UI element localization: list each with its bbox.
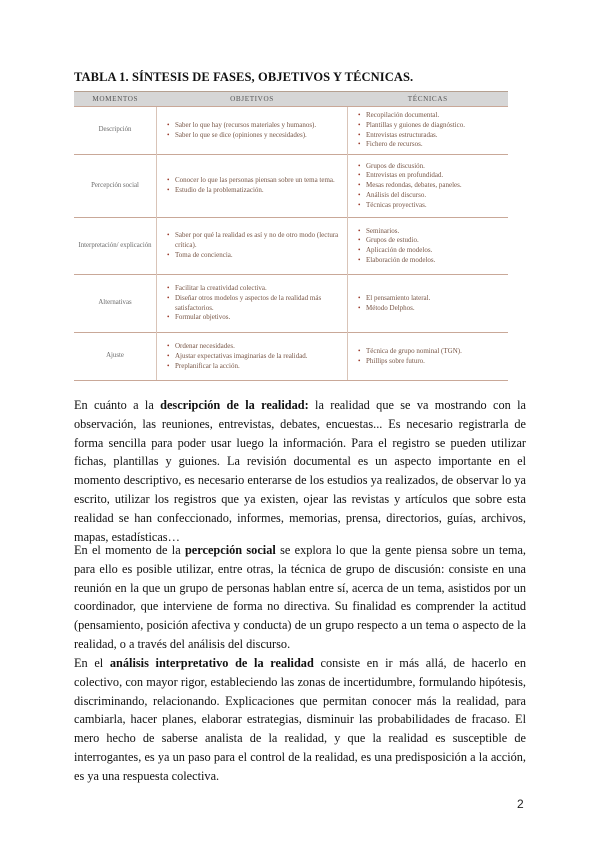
paragraph-body: se explora lo que la gente piensa sobre un tema, para ello es posible utilizar, entre otras, la técnica de grupo de discusión: consiste en una reunión en la que un grupo de personas hablan entre sí, acerca de un tema, asistidos por un coordinador, que interviene de forma no directiva. Su finalidad es comprender la actitud (pensamiento, posición afectiva y conducta) de un grupo respecto a un tema o aspecto de la realidad, o a través del análisis del discurso.	[74, 543, 526, 651]
paragraph-body: consiste en ir más allá, de hacerlo en colectivo, con mayor rigor, estableciendo las zonas de incertidumbre, formulando hipótesis, discriminando, relacionando. Explicaciones que permitan conocer más la realidad, para cambiarla, hacer planes, elaborar estrategias, disminuir las probabilidades de fracaso. El mero hecho de saberse analista de la realidad, y que la realidad es susceptible de interrogantes, es ya un paso para el control de la realidad, es una predisposición a la acción, es ya una respuesta colectiva.	[74, 656, 527, 783]
paragraph-analisis	[74, 654, 526, 786]
list-item: • Facilitar la creatividad colectiva.	[167, 284, 343, 294]
list-item: • Técnicas proyectivas.	[358, 201, 504, 211]
list-item: • Conocer lo que las personas piensan sobre un tema tema.	[167, 176, 343, 186]
list-item: • Elaboración de modelos.	[358, 256, 504, 266]
paragraph-keyword: percepción social	[184, 543, 276, 557]
list-item: • Saber lo que hay (recursos materiales y humanos).	[167, 121, 343, 131]
moment-cell: Interpretación/ explicación	[74, 218, 157, 275]
list-item: • Método Delphos.	[358, 304, 504, 314]
paragraph-keyword: análisis interpretativo de la realidad	[109, 656, 314, 670]
objectives-list	[157, 117, 347, 145]
techniques-list	[348, 343, 508, 371]
table-row	[74, 107, 508, 155]
list-item: • Aplicación de modelos.	[358, 246, 504, 256]
table-row	[74, 333, 508, 381]
objectives-list	[157, 172, 347, 200]
list-item: • Toma de conciencia.	[167, 251, 343, 261]
list-item: • Plantillas y guiones de diagnóstico.	[358, 121, 504, 131]
list-item: • Análisis del discurso.	[358, 191, 504, 201]
list-item: • Grupos de discusión.	[358, 162, 504, 172]
moment-cell: Ajuste	[74, 333, 157, 381]
techniques-list	[348, 107, 508, 154]
paragraph-percepcion	[74, 541, 526, 654]
list-item: • Fichero de recursos.	[358, 140, 504, 150]
table-header-row	[74, 92, 508, 107]
paragraph-lead: En el	[74, 656, 110, 670]
list-item: • Seminarios.	[358, 227, 504, 237]
list-item: • Ordenar necesidades.	[167, 342, 343, 352]
list-item: • Saber lo que se dice (opiniones y necesidades).	[167, 131, 343, 141]
moment-cell: Descripción	[74, 107, 157, 155]
table-row	[74, 275, 508, 333]
list-item: • Técnica de grupo nominal (TGN).	[358, 347, 504, 357]
header-momentos: MOMENTOS	[74, 92, 157, 107]
header-tecnicas: TÉCNICAS	[348, 92, 509, 107]
techniques-list	[348, 158, 508, 215]
list-item: • Phillips sobre futuro.	[358, 357, 504, 367]
list-item: • Ajustar expectativas imaginarias de la realidad.	[167, 352, 343, 362]
list-item: • Entrevistas estructuradas.	[358, 131, 504, 141]
synthesis-table	[74, 91, 508, 381]
page-number: 2	[517, 797, 524, 811]
paragraph-lead: En cuánto a la	[74, 398, 161, 412]
objectives-list	[157, 227, 347, 264]
table-row	[74, 218, 508, 275]
list-item: • Recopilación documental.	[358, 111, 504, 121]
header-objetivos: OBJETIVOS	[157, 92, 348, 107]
list-item: • Entrevistas en profundidad.	[358, 171, 504, 181]
objectives-list	[157, 280, 347, 327]
list-item: • Formular objetivos.	[167, 313, 343, 323]
paragraph-body: la realidad que se va mostrando con la observación, las reuniones, entrevistas, debates, encuestas... Es necesario registrarla de forma sencilla para poder usar luego la información. Para el registro se pueden utilizar fichas, plantillas y guiones. La revisión documental es un aspecto importante en el momento descriptivo, es necesario enterarse de los estudios ya realizados, de observar lo ya escrito, utilizar los registros que ya existen, ojear las revistas y artículos que sobre esta realidad se han confeccionado, informes, memorias, prensa, directorios, guías, archivos, mapas, estadísticas…	[74, 398, 526, 544]
list-item: • Diseñar otros modelos y aspectos de la realidad más satisfactorios.	[167, 294, 343, 314]
list-item: • Preplanificar la acción.	[167, 362, 343, 372]
paragraph-lead: En el momento de la	[74, 543, 185, 557]
paragraph-keyword: descripción de la realidad:	[160, 398, 309, 412]
moment-cell: Percepción social	[74, 155, 157, 218]
list-item: • Estudio de la problematización.	[167, 186, 343, 196]
moment-cell: Alternativas	[74, 275, 157, 333]
list-item: • Saber por qué la realidad es así y no de otro modo (lectura crítica).	[167, 231, 343, 251]
objectives-list	[157, 338, 347, 375]
techniques-list	[348, 290, 508, 318]
list-item: • Mesas redondas, debates, paneles.	[358, 181, 504, 191]
paragraph-descripcion	[74, 396, 526, 546]
table-row	[74, 155, 508, 218]
list-item: • El pensamiento lateral.	[358, 294, 504, 304]
list-item: • Grupos de estudio.	[358, 236, 504, 246]
techniques-list	[348, 223, 508, 270]
page-title: TABLA 1. SÍNTESIS DE FASES, OBJETIVOS Y TÉCNICAS.	[74, 70, 414, 84]
